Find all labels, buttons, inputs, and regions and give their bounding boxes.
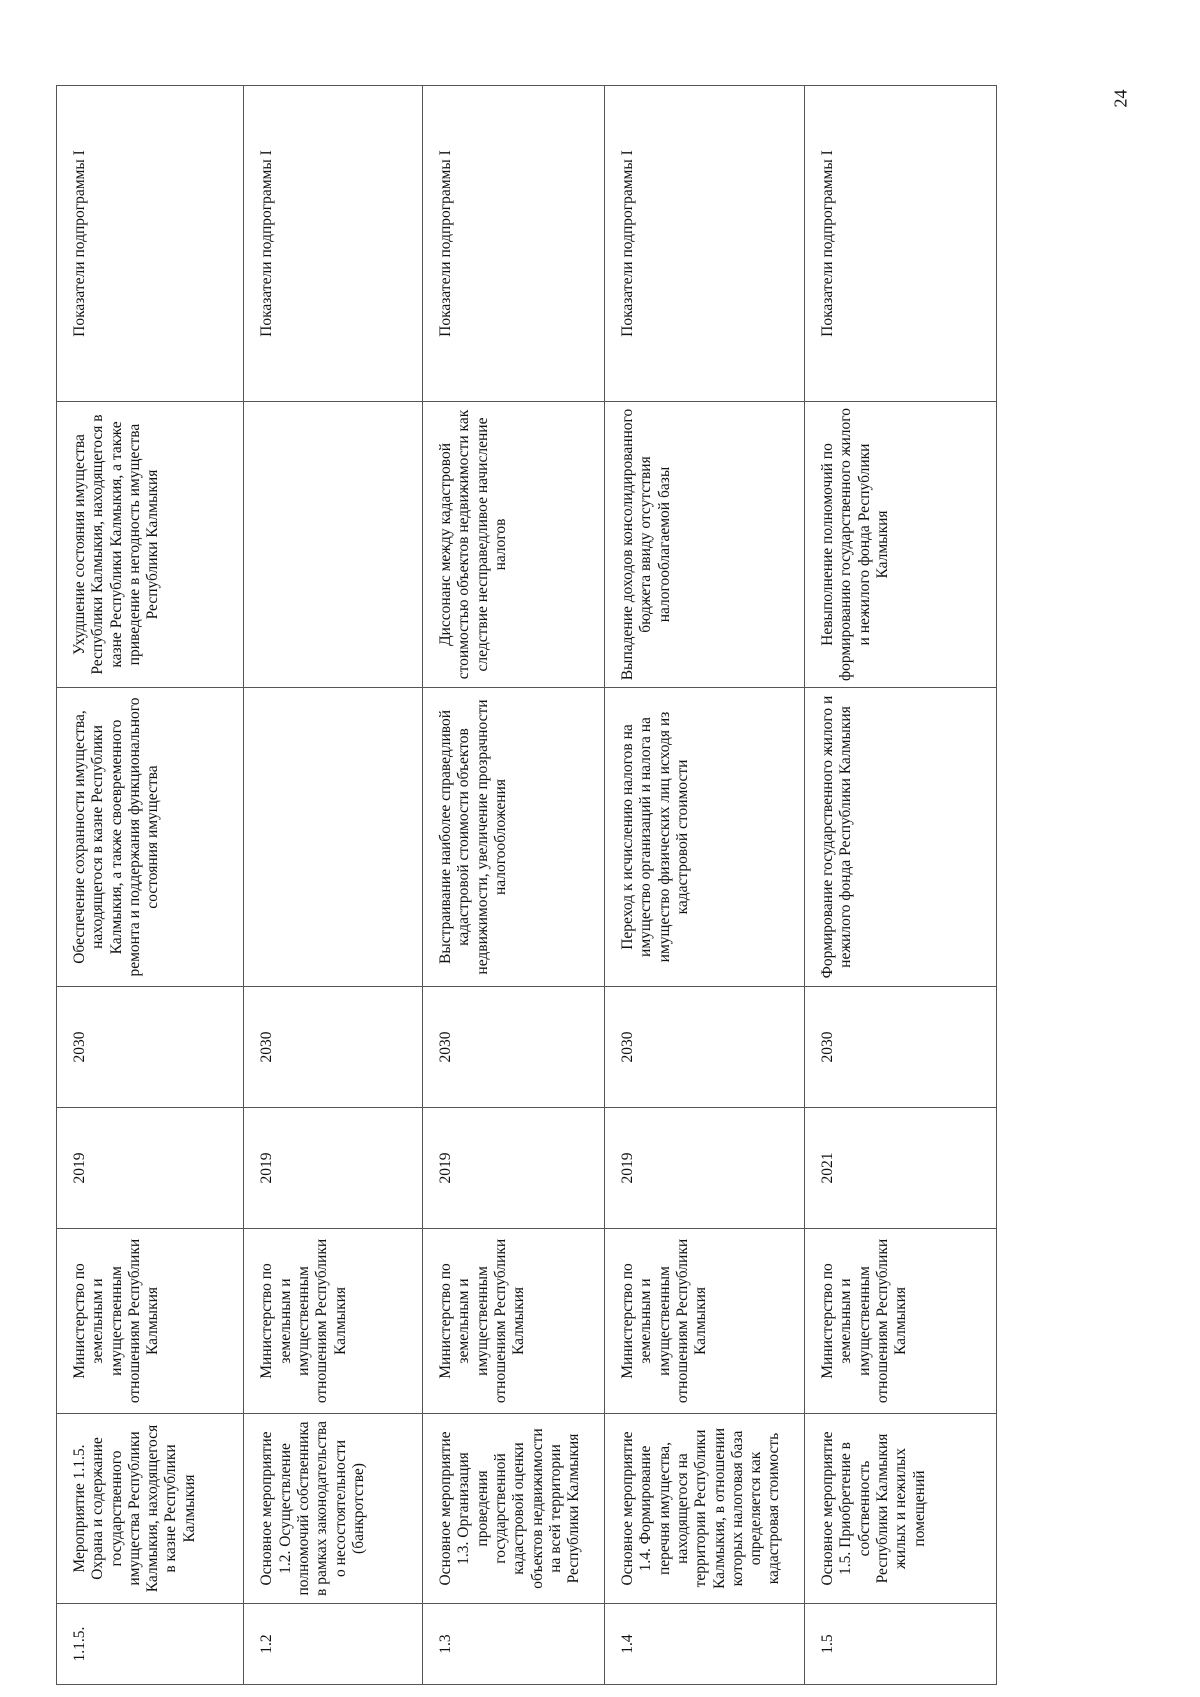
related-indicator-cell: Показатели подпрограммы I — [244, 86, 423, 402]
document-table-frame — [56, 86, 997, 1685]
rotated-table-container — [56, 86, 997, 1685]
start-year-cell: 2021 — [805, 1108, 997, 1229]
table-row — [423, 86, 605, 1685]
executor-cell: Министерство по земельным и имущественным отношениям Республики Калмыкия — [605, 1229, 805, 1414]
non-implementation-consequence-cell: Невыполнение полномочий по формированию государственного жилого и нежилого фонда Республики Калмыкия — [805, 402, 997, 688]
event-name-cell: Основное мероприятие 1.4. Формирование перечня имущества, находящегося на территории Республики Калмыкия, в отношении которых налоговая база определяется как кадастровая стоимость — [605, 1414, 805, 1604]
row-number-cell: 1.5 — [805, 1604, 997, 1685]
row-number-cell: 1.4 — [605, 1604, 805, 1685]
non-implementation-consequence-cell: Ухудшение состояния имущества Республики Калмыкия, находящегося в казне Республики Калмыкия, а также приведение в негодность имущества Республики Калмыкия — [57, 402, 244, 688]
expected-result-cell: Обеспечение сохранности имущества, находящегося в казне Республики Калмыкия, а также своевременного ремонта и поддержания функционального состояния имущества — [57, 688, 244, 987]
start-year-cell: 2019 — [423, 1108, 605, 1229]
executor-cell: Министерство по земельным и имущественным отношениям Республики Калмыкия — [57, 1229, 244, 1414]
executor-cell: Министерство по земельным и имущественным отношениям Республики Калмыкия — [423, 1229, 605, 1414]
event-name-cell: Основное мероприятие 1.2. Осуществление полномочий собственника в рамках законодательства о несостоятельности (банкротстве) — [244, 1414, 423, 1604]
end-year-cell: 2030 — [423, 987, 605, 1108]
start-year-cell: 2019 — [57, 1108, 244, 1229]
non-implementation-consequence-cell — [244, 402, 423, 688]
end-year-cell: 2030 — [244, 987, 423, 1108]
event-name-cell: Основное мероприятие 1.3. Организация проведения государственной кадастровой оценки объектов недвижимости на всей территории Республики Калмыкия — [423, 1414, 605, 1604]
expected-result-cell: Переход к исчислению налогов на имущество организаций и налога на имущество физических лиц исходя из кадастровой стоимости — [605, 688, 805, 987]
expected-result-cell — [244, 688, 423, 987]
table-row — [244, 86, 423, 1685]
end-year-cell: 2030 — [805, 987, 997, 1108]
non-implementation-consequence-cell: Выпадение доходов консолидированного бюджета ввиду отсутствия налогооблагаемой базы — [605, 402, 805, 688]
end-year-cell: 2030 — [605, 987, 805, 1108]
program-activities-table — [56, 85, 997, 1685]
event-name-cell: Мероприятие 1.1.5. Охрана и содержание государственного имущества Республики Калмыкия, находящегося в казне Республики Калмыкия — [57, 1414, 244, 1604]
event-name-cell: Основное мероприятие 1.5. Приобретение в собственность Республики Калмыкия жилых и нежилых помещений — [805, 1414, 997, 1604]
related-indicator-cell: Показатели подпрограммы I — [423, 86, 605, 402]
row-number-cell: 1.1.5. — [57, 1604, 244, 1685]
executor-cell: Министерство по земельным и имущественным отношениям Республики Калмыкия — [805, 1229, 997, 1414]
executor-cell: Министерство по земельным и имущественным отношениям Республики Калмыкия — [244, 1229, 423, 1414]
related-indicator-cell: Показатели подпрограммы I — [605, 86, 805, 402]
table-row — [805, 86, 997, 1685]
row-number-cell: 1.2 — [244, 1604, 423, 1685]
start-year-cell: 2019 — [605, 1108, 805, 1229]
table-row — [605, 86, 805, 1685]
expected-result-cell: Формирование государственного жилого и нежилого фонда Республики Калмыкия — [805, 688, 997, 987]
page-number: 24 — [1110, 89, 1131, 108]
non-implementation-consequence-cell: Диссонанс между кадастровой стоимостью объектов недвижимости как следствие несправедливое начисление налогов — [423, 402, 605, 688]
row-number-cell: 1.3 — [423, 1604, 605, 1685]
expected-result-cell: Выстраивание наиболее справедливой кадастровой стоимости объектов недвижимости, увеличение прозрачности налогообложения — [423, 688, 605, 987]
related-indicator-cell: Показатели подпрограммы I — [57, 86, 244, 402]
start-year-cell: 2019 — [244, 1108, 423, 1229]
table-row — [57, 86, 244, 1685]
related-indicator-cell: Показатели подпрограммы I — [805, 86, 997, 402]
end-year-cell: 2030 — [57, 987, 244, 1108]
